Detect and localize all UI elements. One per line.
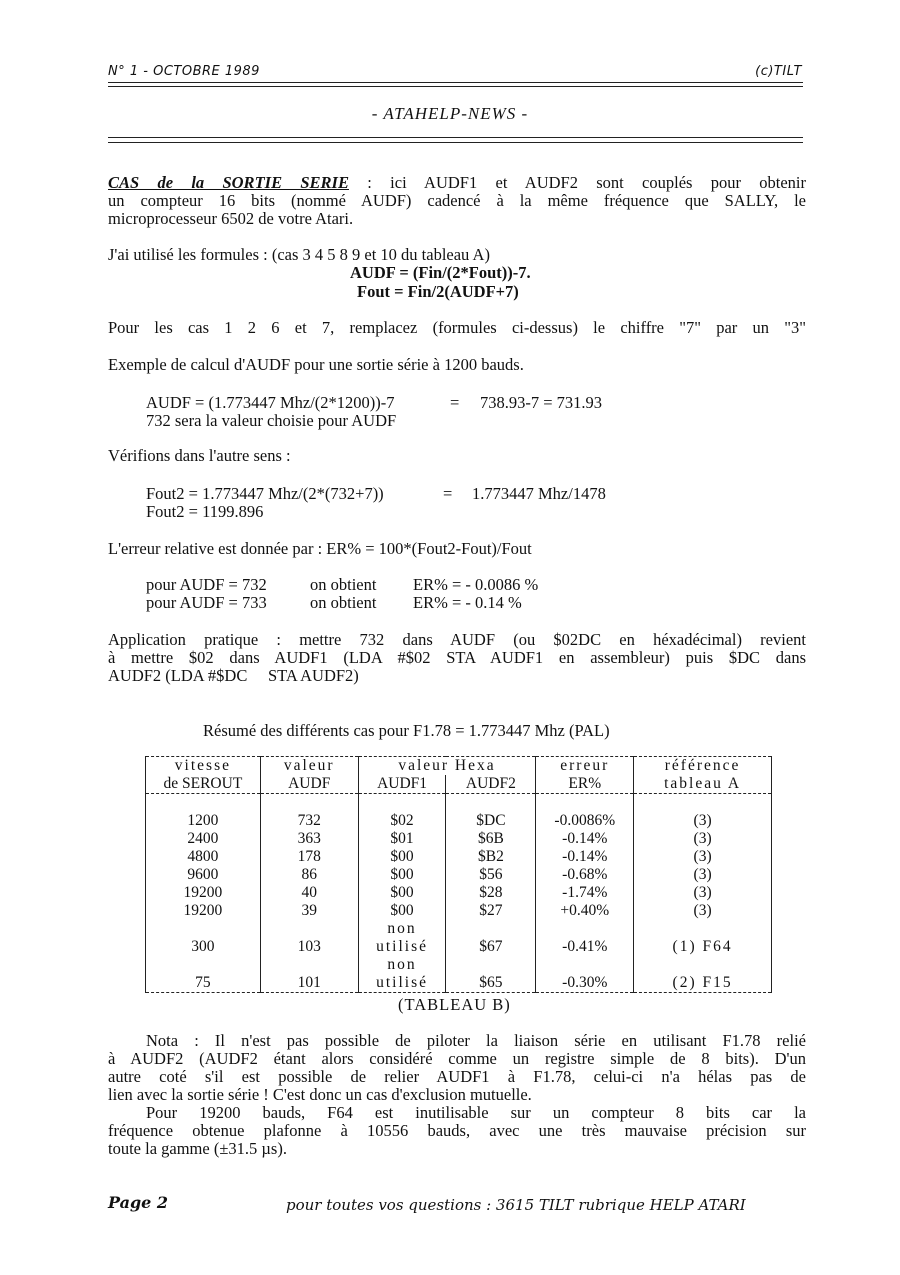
copyright-label: (c)TILT <box>755 64 802 79</box>
cell-audf1-note: non <box>358 956 446 974</box>
formula-fout: Fout = Fin/2(AUDF+7) <box>357 282 519 301</box>
nota-line-2: à AUDF2 (AUDF2 étant alors considéré comme un registre simple de 8 bits). D'un <box>108 1049 806 1068</box>
cell-audf2: $56 <box>446 866 536 884</box>
example-intro: Exemple de calcul d'AUDF pour une sortie série à 1200 bauds. <box>108 355 524 374</box>
table-row <box>146 830 772 848</box>
verify-calc-eq: = <box>443 484 453 503</box>
verify-intro: Vérifions dans l'autre sens : <box>108 446 291 465</box>
example-calc-left: AUDF = (1.773447 Mhz/(2*1200))-7 <box>146 393 395 412</box>
footer-contact: pour toutes vos questions : 3615 TILT rubrique HELP ATARI <box>286 1196 746 1214</box>
error-row-1-value: ER% = - 0.0086 % <box>413 575 539 594</box>
cell-audf2: $DC <box>446 812 536 830</box>
header-reference: référence <box>634 757 772 776</box>
cases-note: Pour les cas 1 2 6 et 7, remplacez (formules ci-dessus) le chiffre "7" par un "3" <box>108 318 806 337</box>
cell-ref: (3) <box>634 812 772 830</box>
cell-er: +0.40% <box>536 902 634 920</box>
cell-audf: 103 <box>260 938 358 956</box>
summary-table <box>145 756 772 993</box>
cell-audf: 363 <box>260 830 358 848</box>
cell-audf1: $02 <box>358 812 446 830</box>
newsletter-title: - ATAHELP-NEWS - <box>371 104 529 123</box>
cell-ref: (1) F64 <box>634 938 772 956</box>
header-rule-bottom <box>108 137 803 138</box>
cell-audf2: $B2 <box>446 848 536 866</box>
cell-audf1: $00 <box>358 884 446 902</box>
table-label: (TABLEAU B) <box>398 995 511 1014</box>
nota-line-1: Nota : Il n'est pas possible de piloter la liaison série en utilisant F1.78 relié <box>146 1031 806 1050</box>
table-row <box>146 974 772 993</box>
cell-audf: 39 <box>260 902 358 920</box>
formula-audf: AUDF = (Fin/(2*Fout))-7. <box>350 263 531 282</box>
cell-audf1: utilisé <box>358 938 446 956</box>
nota-paragraph <box>108 1032 806 1158</box>
error-row-1-label: pour AUDF = 732 <box>146 575 267 594</box>
table-row <box>146 902 772 920</box>
header-hex: valeur Hexa <box>358 757 536 776</box>
cell-audf2: $6B <box>446 830 536 848</box>
cell-audf1: utilisé <box>358 974 446 993</box>
example-calc-eq: = <box>450 393 460 412</box>
cell-audf2: $28 <box>446 884 536 902</box>
cell-audf2: $67 <box>446 938 536 956</box>
intro-line-2: un compteur 16 bits (nommé AUDF) cadencé à la même fréquence que SALLY, le <box>108 191 806 210</box>
error-row-2-value: ER% = - 0.14 % <box>413 593 522 612</box>
error-intro: L'erreur relative est donnée par : ER% = 100*(Fout2-Fout)/Fout <box>108 539 532 558</box>
verify-result: Fout2 = 1199.896 <box>146 502 264 521</box>
header-value: valeur <box>260 757 358 776</box>
header-audf1: AUDF1 <box>358 775 446 794</box>
nota-line-3: autre coté s'il est possible de relier AUDF1 à F1.78, celui-ci n'a hélas pas de <box>108 1067 806 1086</box>
error-row-2-mid: on obtient <box>310 593 377 612</box>
formulas-intro: J'ai utilisé les formules : (cas 3 4 5 8 9 et 10 du tableau A) <box>108 245 490 264</box>
header-serout: de SEROUT <box>146 775 261 794</box>
table-caption: Résumé des différents cas pour F1.78 = 1.773447 Mhz (PAL) <box>203 721 610 740</box>
cell-audf2: $65 <box>446 974 536 993</box>
application-paragraph <box>108 631 806 685</box>
header-tableau: tableau A <box>634 775 772 794</box>
cell-audf1: $01 <box>358 830 446 848</box>
header-speed: vitesse <box>146 757 261 776</box>
cell-audf1: $00 <box>358 866 446 884</box>
verify-calc-right: 1.773447 Mhz/1478 <box>472 484 606 503</box>
cell-ref: (3) <box>634 848 772 866</box>
cell-ref: (3) <box>634 866 772 884</box>
header-rule-top-2 <box>108 86 803 87</box>
intro-paragraph <box>108 174 806 228</box>
cell-ref: (3) <box>634 830 772 848</box>
error-row-2-label: pour AUDF = 733 <box>146 593 267 612</box>
cell-er: -1.74% <box>536 884 634 902</box>
cell-speed: 19200 <box>146 884 261 902</box>
header-audf: AUDF <box>260 775 358 794</box>
nota-line-6: fréquence obtenue plafonne à 10556 bauds, avec une très mauvaise précision sur <box>108 1121 806 1140</box>
nota-line-4: lien avec la sortie série ! C'est donc un cas d'exclusion mutuelle. <box>108 1085 532 1104</box>
issue-label: N° 1 - OCTOBRE 1989 <box>108 64 260 79</box>
cell-er: -0.14% <box>536 848 634 866</box>
application-line-1: Application pratique : mettre 732 dans AUDF (ou $02DC en héxadécimal) revient <box>108 630 806 649</box>
cell-er: -0.30% <box>536 974 634 993</box>
application-line-3: AUDF2 (LDA #$DC STA AUDF2) <box>108 666 359 685</box>
cell-audf: 732 <box>260 812 358 830</box>
cell-er: -0.41% <box>536 938 634 956</box>
cell-speed: 4800 <box>146 848 261 866</box>
verify-calc-left: Fout2 = 1.773447 Mhz/(2*(732+7)) <box>146 484 384 503</box>
example-choice: 732 sera la valeur choisie pour AUDF <box>146 411 397 430</box>
header-rule-bottom-2 <box>108 142 803 143</box>
nota-line-5: Pour 19200 bauds, F64 est inutilisable sur un compteur 8 bits car la <box>146 1103 806 1122</box>
cell-speed: 19200 <box>146 902 261 920</box>
error-row-1-mid: on obtient <box>310 575 377 594</box>
table-row <box>146 938 772 956</box>
cell-ref: (2) F15 <box>634 974 772 993</box>
cell-ref: (3) <box>634 884 772 902</box>
example-calc-right: 738.93-7 = 731.93 <box>480 393 603 412</box>
cell-speed: 75 <box>146 974 261 993</box>
cell-audf1: $00 <box>358 848 446 866</box>
header-er: ER% <box>536 775 634 794</box>
table-row <box>146 866 772 884</box>
header-audf2: AUDF2 <box>446 775 536 794</box>
application-line-2: à mettre $02 dans AUDF1 (LDA #$02 STA AUDF1 en assembleur) puis $DC dans <box>108 648 806 667</box>
cell-audf: 101 <box>260 974 358 993</box>
cell-er: -0.0086% <box>536 812 634 830</box>
cell-speed: 300 <box>146 938 261 956</box>
nota-line-7: toute la gamme (±31.5 µs). <box>108 1139 287 1158</box>
cell-audf1-note: non <box>358 920 446 938</box>
cell-audf: 86 <box>260 866 358 884</box>
cell-audf: 40 <box>260 884 358 902</box>
section-title: CAS de la SORTIE SERIE <box>108 173 349 192</box>
cell-speed: 2400 <box>146 830 261 848</box>
header-rule-top <box>108 82 803 83</box>
cell-audf1: $00 <box>358 902 446 920</box>
table-row <box>146 812 772 830</box>
intro-line-1: : ici AUDF1 et AUDF2 sont couplés pour obtenir <box>367 173 807 192</box>
cell-er: -0.14% <box>536 830 634 848</box>
cell-er: -0.68% <box>536 866 634 884</box>
cell-ref: (3) <box>634 902 772 920</box>
cell-speed: 9600 <box>146 866 261 884</box>
cell-speed: 1200 <box>146 812 261 830</box>
cell-audf: 178 <box>260 848 358 866</box>
intro-line-3: microprocesseur 6502 de votre Atari. <box>108 209 354 228</box>
table-row <box>146 884 772 902</box>
table-row <box>146 848 772 866</box>
cell-audf2: $27 <box>446 902 536 920</box>
header-error: erreur <box>536 757 634 776</box>
page-number: Page 2 <box>108 1193 169 1212</box>
